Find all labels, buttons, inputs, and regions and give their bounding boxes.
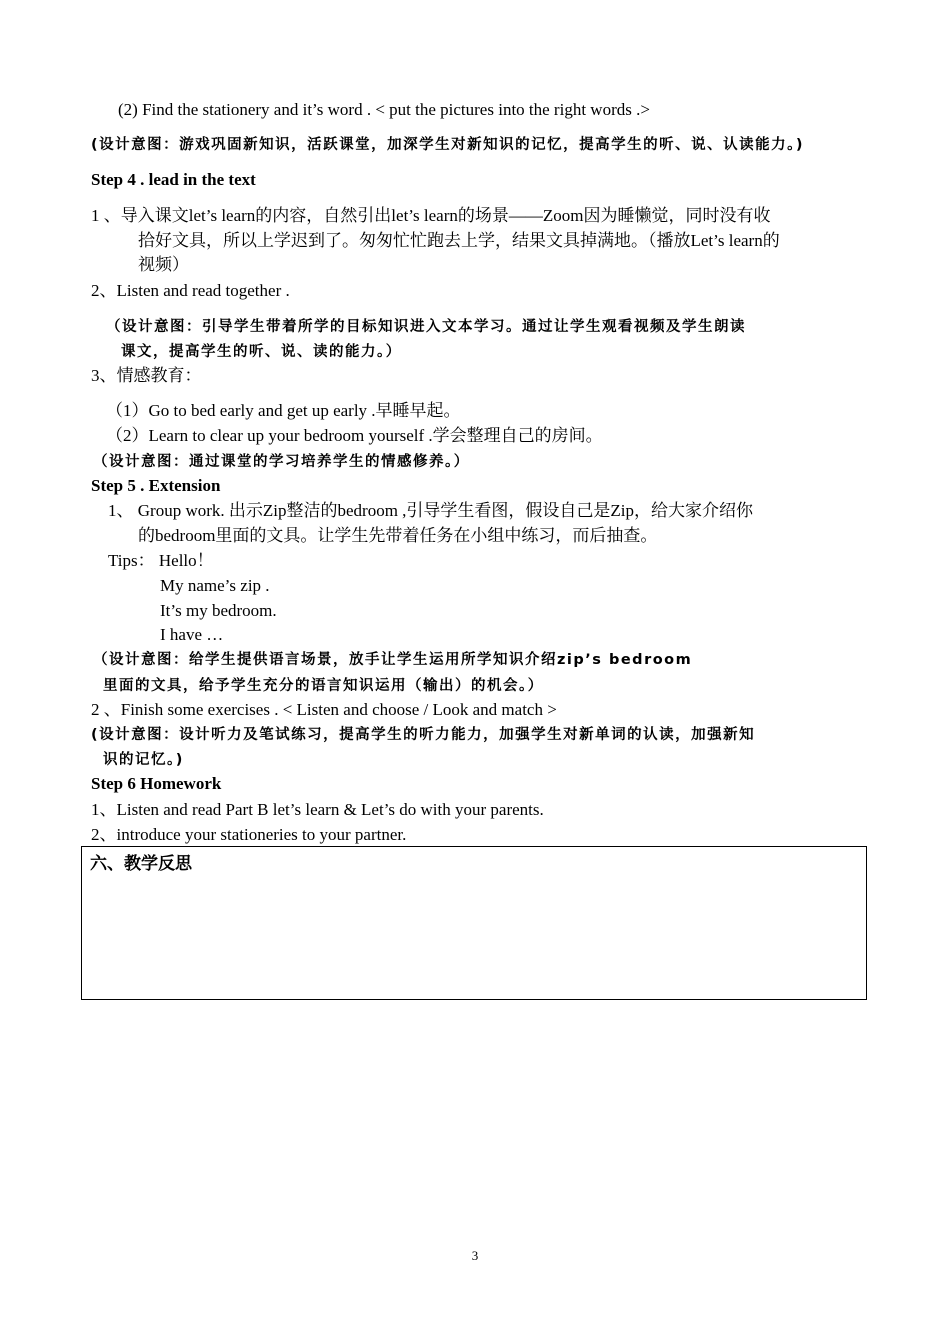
design-intent-note: (设计意图：设计听力及笔试练习，提高学生的听力能力，加强学生对新单词的认读，加强新知: [91, 727, 756, 743]
step-4-item-3: 3、情感教育：: [91, 366, 202, 385]
teaching-reflection-box: [81, 846, 867, 1000]
design-intent-note: （设计意图：引导学生带着所学的目标知识进入文本学习。通过让学生观看视频及学生朗读: [106, 319, 746, 335]
design-intent-note: （设计意图：给学生提供语言场景，放手让学生运用所学知识介绍zip’s bedroom: [93, 652, 693, 668]
step-4-item-2: 2、Listen and read together .: [91, 281, 290, 300]
step-4-item-1-cont: 拾好文具，所以上学迟到了。匆匆忙忙跑去上学，结果文具掉满地。（播放Let’s learn的: [138, 231, 780, 250]
design-intent-note: (设计意图：游戏巩固新知识，活跃课堂，加深学生对新知识的记忆，提高学生的听、说、认读能力。): [91, 137, 804, 153]
teaching-reflection-title: 六、教学反思: [90, 854, 192, 874]
tips-line: My name’s zip .: [160, 576, 270, 595]
step-5-heading: Step 5 . Extension: [91, 476, 221, 495]
design-intent-note-cont: 课文，提高学生的听、说、读的能力。）: [121, 344, 402, 360]
homework-item-1: 1、Listen and read Part B let’s learn & Let’s do with your parents.: [91, 800, 544, 819]
exercise-find-stationery: (2) Find the stationery and it’s word . < put the pictures into the right words .>: [118, 100, 650, 119]
design-intent-note-cont: 里面的文具，给予学生充分的语言知识运用（输出）的机会。）: [103, 678, 544, 694]
step-5-item-1: 1、 Group work. 出示Zip整洁的bedroom ,引导学生看图，假设自己是Zip，给大家介绍你: [108, 501, 754, 520]
tips-line: It’s my bedroom.: [160, 601, 277, 620]
step-4-heading: Step 4 . lead in the text: [91, 170, 256, 189]
page-number: 3: [471, 1248, 479, 1263]
emotion-item-1: （1）Go to bed early and get up early .早睡早起。: [106, 401, 461, 420]
tips-line: I have …: [160, 625, 224, 644]
step-4-item-1-cont: 视频）: [138, 255, 189, 274]
emotion-item-2: （2）Learn to clear up your bedroom yourself .学会整理自己的房间。: [106, 426, 603, 445]
step-4-item-1: 1 、导入课文let’s learn的内容，自然引出let’s learn的场景——Zoom因为睡懒觉，同时没有收: [91, 206, 771, 225]
step-5-item-2: 2 、Finish some exercises . < Listen and choose / Look and match >: [91, 700, 557, 719]
design-intent-note: （设计意图：通过课堂的学习培养学生的情感修养。）: [93, 454, 470, 470]
step-6-heading: Step 6 Homework: [91, 774, 222, 793]
design-intent-note-cont: 识的记忆。): [103, 752, 184, 768]
step-5-item-1-cont: 的bedroom里面的文具。让学生先带着任务在小组中练习，而后抽查。: [138, 526, 658, 545]
tips-line: Tips： Hello！: [108, 551, 214, 570]
homework-item-2: 2、introduce your stationeries to your partner.: [91, 825, 407, 844]
